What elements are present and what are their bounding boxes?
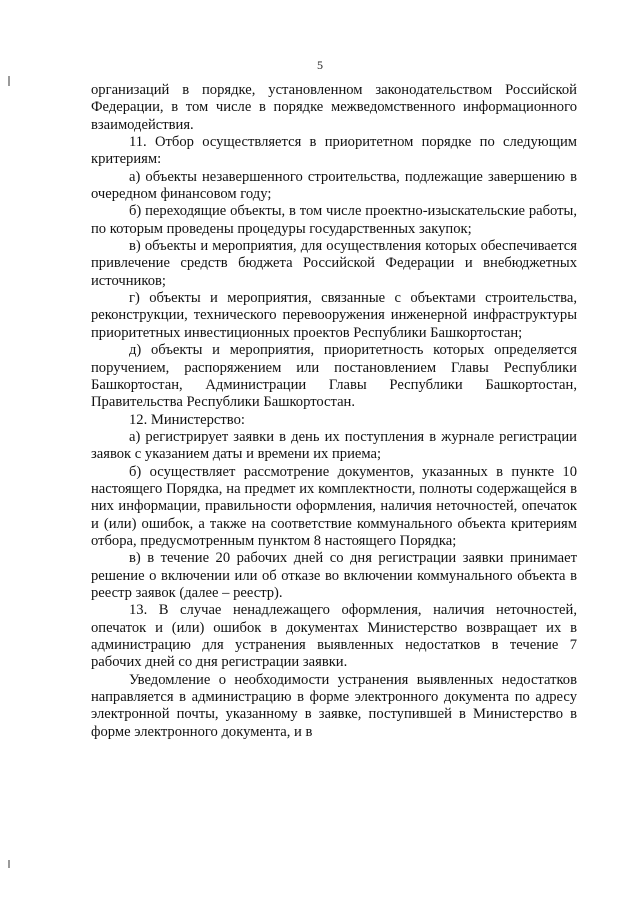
page-number: 5 xyxy=(317,58,323,72)
paragraph: в) объекты и мероприятия, для осуществления которых обеспечивается привлечение средств бюджета Российской Федерации и внебюджетных источников; xyxy=(91,238,577,289)
paragraph: б) осуществляет рассмотрение документов, указанных в пункте 10 настоящего Порядка, на предмет их комплектности, полноты содержащейся в них информации, правильности оформления, наличия неточностей, опечаток и (или) ошибок, а также на соответствие коммунального объекта критериям отбора, предусмотренным пунктом 8 настоящего Порядка; xyxy=(91,463,577,549)
document-body xyxy=(91,82,577,741)
paragraph: 11. Отбор осуществляется в приоритетном порядке по следующим критериям: xyxy=(91,134,577,168)
paragraph: Уведомление о необходимости устранения выявленных недостатков направляется в администрацию в форме электронного документа по адресу электронной почты, указанному в заявке, поступившей в Министерство в форме электронного документа, и в xyxy=(91,671,577,740)
paragraph: д) объекты и мероприятия, приоритетность которых определяется поручением, распоряжением или постановлением Главы Республики Башкортостан, Администрации Главы Республики Башкортостан, Правительства Республики Башкортостан. xyxy=(91,342,577,411)
paragraph: а) объекты незавершенного строительства, подлежащие завершению в очередном финансовом году; xyxy=(91,168,577,203)
paragraph: 12. Министерство: xyxy=(129,411,245,428)
paragraph: 13. В случае ненадлежащего оформления, наличия неточностей, опечаток и (или) ошибок в документах Министерство возвращает их в администрацию для устранения выявленных недостатков в течение 7 рабочих дней со дня регистрации заявки. xyxy=(91,602,577,671)
paragraph: организаций в порядке, установленном законодательством Российской Федерации, в том числе в порядке межведомственного информационного взаимодействия. xyxy=(91,82,577,133)
paragraph: г) объекты и мероприятия, связанные с объектами строительства, реконструкции, технического перевооружения инженерной инфраструктуры приоритетных инвестиционных проектов Республики Башкортостан; xyxy=(91,290,577,341)
scan-margin-mark xyxy=(8,76,10,86)
scan-margin-mark xyxy=(8,860,10,868)
paragraph: а) регистрирует заявки в день их поступления в журнале регистрации заявок с указанием даты и времени их приема; xyxy=(91,428,577,463)
paragraph: в) в течение 20 рабочих дней со дня регистрации заявки принимает решение о включении или об отказе во включении коммунального объекта в реестр заявок (далее – реестр). xyxy=(91,550,577,601)
paragraph: б) переходящие объекты, в том числе проектно-изыскательские работы, по которым проведены процедуры государственных закупок; xyxy=(91,203,577,237)
